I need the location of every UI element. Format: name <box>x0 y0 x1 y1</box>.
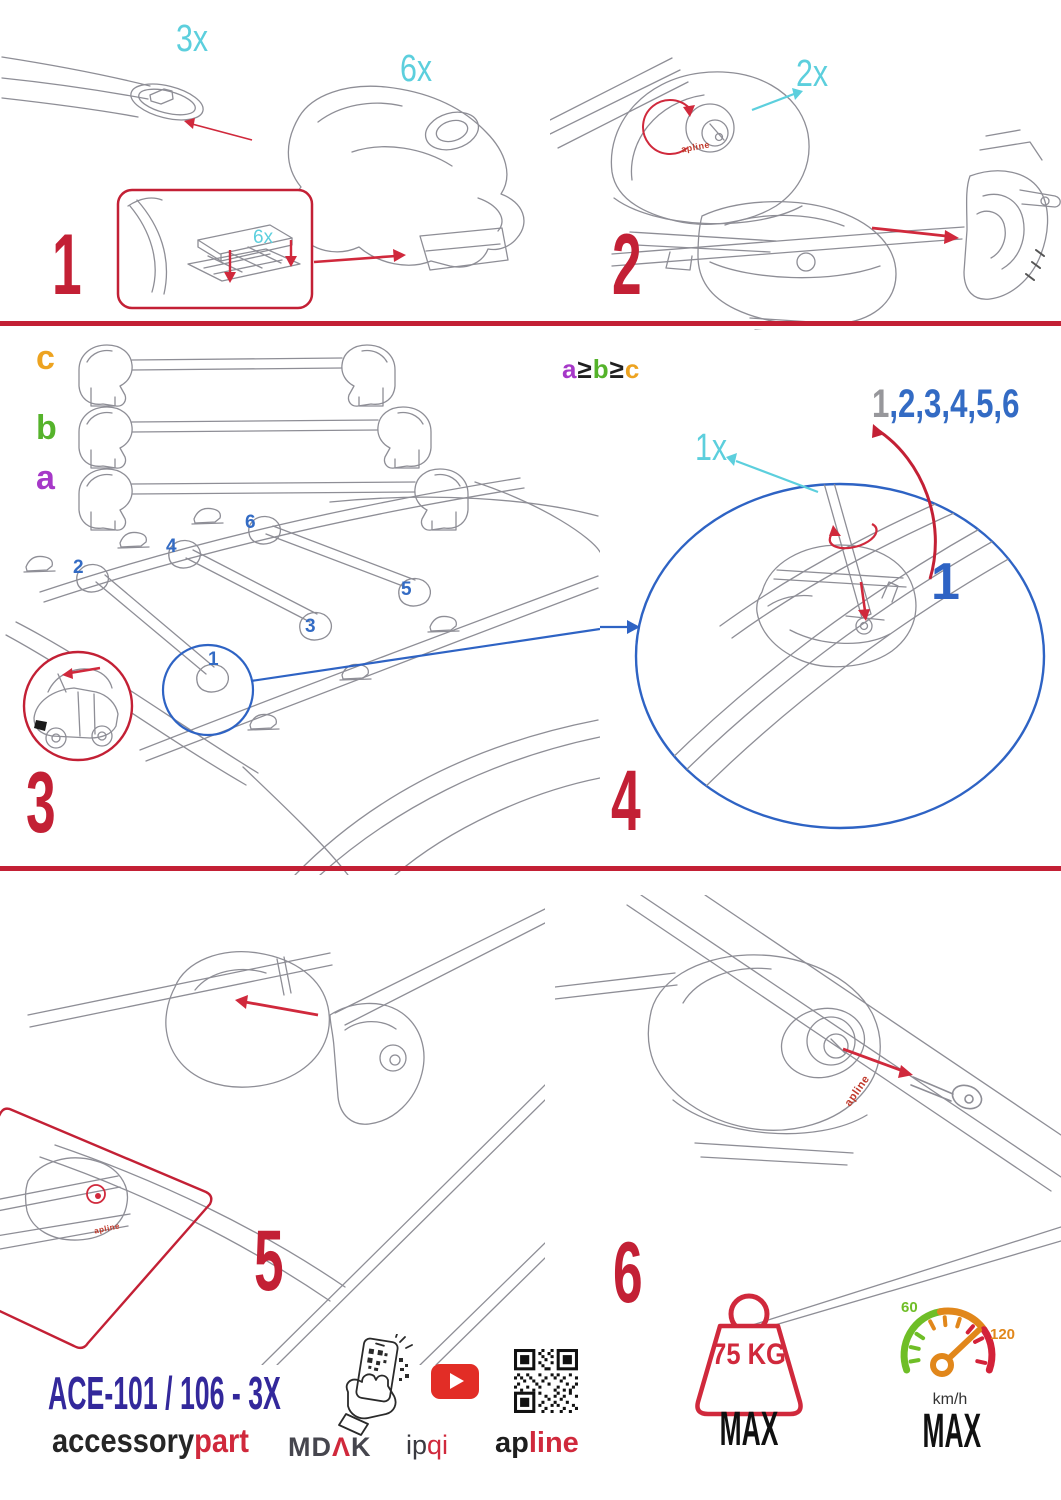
red-arrow <box>235 995 318 1015</box>
pad-inset-box <box>118 190 312 308</box>
step6-number: 6 <box>613 1225 643 1321</box>
tighten-sequence <box>872 384 1019 424</box>
speed-unit: km/h <box>932 1391 968 1408</box>
step1-illustration <box>0 0 550 320</box>
apline-mark: apline <box>680 139 711 155</box>
brand-accessorypart <box>52 1424 249 1457</box>
clamp-foot-illustration <box>288 86 524 270</box>
max-speed-label: MAX <box>922 1405 982 1458</box>
sequence-first: 1 <box>872 382 890 426</box>
car-direction-inset <box>24 652 132 760</box>
step2-knob-qty: 2x <box>796 53 829 95</box>
locked-foot-inset <box>0 1158 130 1249</box>
bar-label-c: c <box>36 339 55 377</box>
brand-red: part <box>194 1422 249 1459</box>
step1-pad-qty: 6x <box>253 227 274 248</box>
roof-position-2: 2 <box>73 557 84 578</box>
rule-ge: ≥ <box>609 354 625 384</box>
phone-qr-scan-icon <box>336 1334 414 1436</box>
ipqi-black: ip <box>406 1430 428 1460</box>
roof-position-3: 3 <box>305 616 316 637</box>
rule-c: c <box>624 354 641 384</box>
step3-illustration <box>0 330 600 875</box>
step1-foot-qty: 6x <box>400 48 433 90</box>
key-lock-illustration <box>648 955 880 1165</box>
apline-black: ap <box>495 1427 529 1459</box>
bar-foot-assembly-illustration <box>612 202 964 330</box>
apline-red: line <box>528 1427 579 1459</box>
lock-detail <box>87 1185 105 1203</box>
tighten-order-label: 1 <box>931 553 960 611</box>
cyan-arrow <box>726 453 818 492</box>
rule-a: a <box>562 354 578 384</box>
crossbar-b-illustration <box>79 407 431 468</box>
mdak-logo <box>288 1434 372 1461</box>
section-divider <box>0 866 1061 871</box>
apline-mark: apline <box>93 1221 121 1236</box>
step4-number: 4 <box>611 753 641 849</box>
max-load-label: MAX <box>719 1403 779 1456</box>
bar-label-a: a <box>36 459 55 497</box>
roof-position-1: 1 <box>208 649 219 670</box>
step2-number: 2 <box>612 217 642 313</box>
apline-mark: apline <box>842 1073 873 1109</box>
blue-connector-arrow <box>163 629 600 735</box>
step1-bar-qty: 3x <box>176 18 209 60</box>
step4-key-qty: 1x <box>695 427 728 469</box>
ipqi-logo <box>406 1432 448 1459</box>
blue-connector-arrow <box>600 620 640 634</box>
sequence-rest: ,2,3,4,5,6 <box>889 382 1020 426</box>
section-divider <box>0 321 1061 326</box>
model-code: ACE-101 / 106 - 3X <box>48 1367 281 1419</box>
apline-logo <box>495 1429 579 1458</box>
cover-slide-illustration <box>166 952 424 1125</box>
step1-number: 1 <box>52 217 82 313</box>
roof-position-5: 5 <box>401 579 412 600</box>
crossbar-c-illustration <box>79 345 395 406</box>
end-cap-illustration <box>964 130 1060 299</box>
roof-bar-illustration <box>2 57 207 126</box>
key-icon <box>911 1077 985 1113</box>
roof-position-4: 4 <box>166 536 177 557</box>
mdak-md: MD <box>288 1432 332 1462</box>
youtube-icon <box>431 1364 479 1399</box>
step3-number: 3 <box>26 755 56 851</box>
max-load-value: 75 KG <box>712 1338 786 1371</box>
lock-knob-foot-illustration <box>550 58 809 270</box>
ipqi-red: qi <box>427 1430 449 1460</box>
step5-number: 5 <box>254 1213 284 1309</box>
roof-position-6: 6 <box>245 512 256 533</box>
rule-b: b <box>592 354 610 384</box>
rule-ge: ≥ <box>577 354 593 384</box>
mdak-k: K <box>351 1432 372 1462</box>
bar-label-b: b <box>36 409 57 447</box>
qr-code <box>514 1349 578 1413</box>
crossbar-a-illustration <box>79 469 468 533</box>
brand-black: accessory <box>52 1422 195 1459</box>
speed-low-tick: 60 <box>901 1299 918 1316</box>
speed-high-tick: 120 <box>990 1326 1016 1343</box>
mdak-lambda: Λ <box>332 1432 352 1462</box>
